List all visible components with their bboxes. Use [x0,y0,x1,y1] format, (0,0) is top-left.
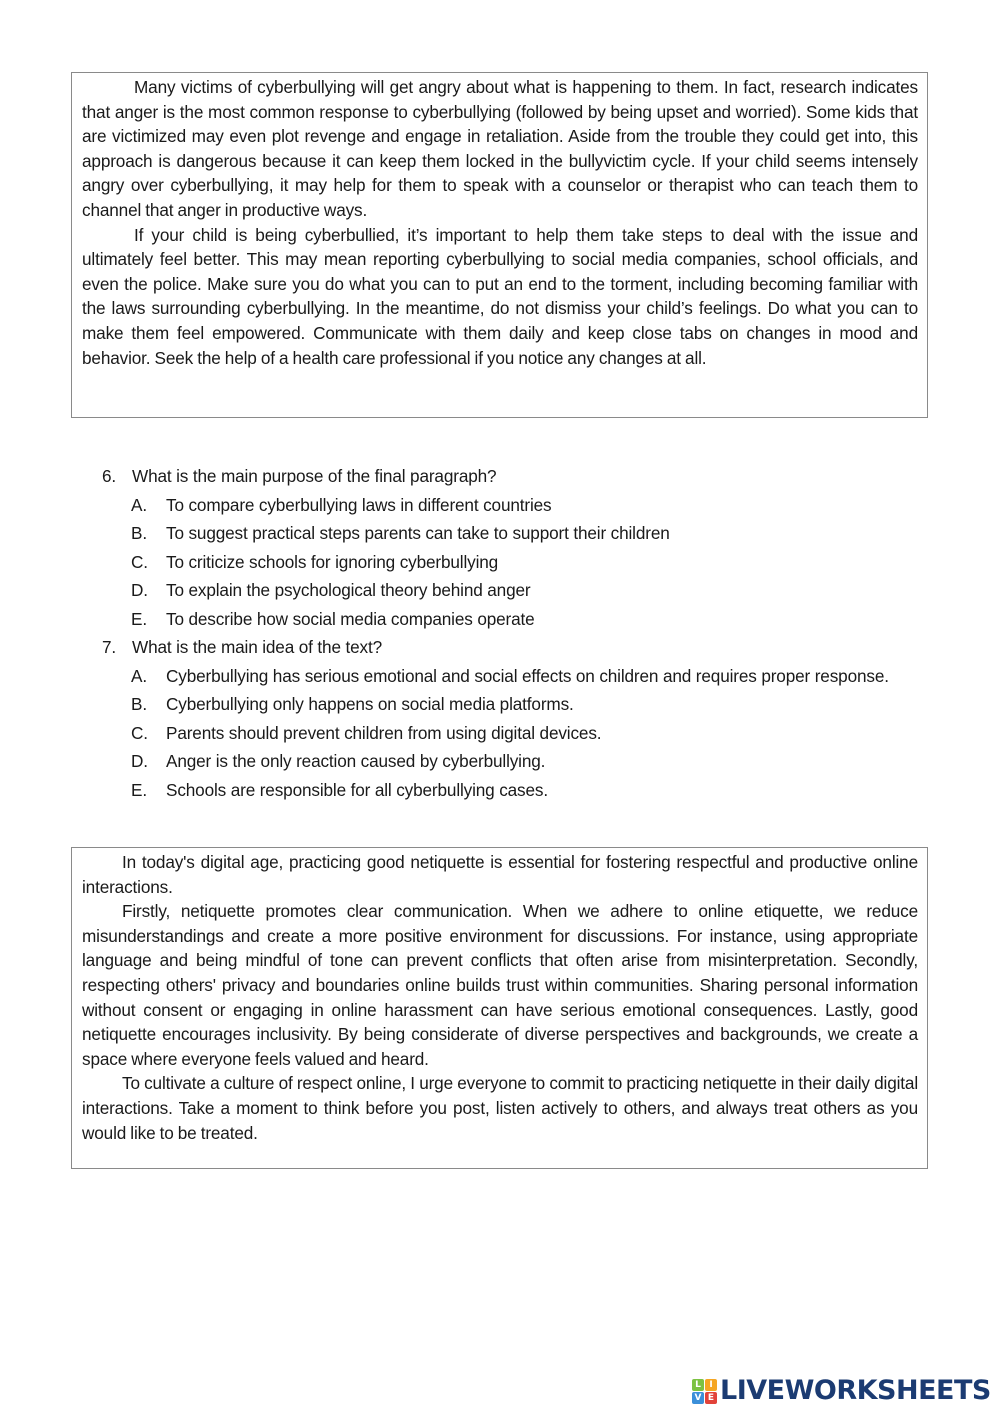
option-letter: E. [131,608,147,629]
option-text: Anger is the only reaction caused by cyberbullying. [166,751,546,771]
passage-paragraph: Many victims of cyberbullying will get angry about what is happening to them. In fact, research indicates that anger is the most common response to cyberbullying (followed by being upset and worried). Some kids that are victimized may even plot revenge and engage in retaliation. Aside from the trouble they could get into, this approach is dangerous because it can keep them locked in the bullyvictim cycle. If your child seems intensely angry over cyberbullying, it may help for them to speak with a counselor or therapist who can teach them to channel that anger in productive ways. [82,77,918,220]
option-letter: E. [131,779,147,800]
question-number: 7. [102,637,117,657]
question-6-options [102,491,932,634]
passage-paragraph: In today's digital age, practicing good netiquette is essential for fostering respectful and productive online interactions. [82,852,918,897]
option-text: Cyberbullying only happens on social media platforms. [166,694,574,714]
option-letter: C. [131,722,148,743]
option-6c[interactable] [102,548,932,577]
option-7b[interactable] [102,690,932,719]
option-6b[interactable] [102,519,932,548]
option-letter: A. [131,494,147,515]
option-7d[interactable] [102,747,932,776]
option-7a[interactable] [102,662,932,691]
option-6d[interactable] [102,576,932,605]
question-7-options [102,662,932,805]
question-text: What is the main purpose of the final paragraph? [132,466,497,486]
option-letter: D. [131,580,148,600]
logo-wordmark: LIVEWORKSHEETS [720,1375,991,1406]
option-6a[interactable] [102,491,932,520]
logo-block-l: L [692,1379,704,1391]
question-7 [102,633,932,662]
option-7e[interactable] [102,776,932,805]
option-letter: D. [131,751,148,771]
question-text: What is the main idea of the text? [132,637,382,657]
logo-block-e: E [705,1392,717,1404]
passage-paragraph: To cultivate a culture of respect online, I urge everyone to commit to practicing netiquette in their daily digital interactions. Take a moment to think before you post, listen actively to others, and always treat others as you would like to be treated. [82,1073,918,1143]
live-blocks-icon [692,1379,717,1404]
option-letter: C. [131,551,148,572]
option-letter: B. [131,523,147,543]
option-6e[interactable] [102,605,932,634]
liveworksheets-logo [692,1376,991,1406]
option-text: Schools are responsible for all cyberbullying cases. [166,779,548,800]
question-6 [102,462,932,491]
option-letter: B. [131,694,147,714]
option-text: To compare cyberbullying laws in different countries [166,494,552,515]
option-text: To describe how social media companies operate [166,608,535,629]
reading-passage-cyberbullying [71,72,928,418]
passage-paragraph: If your child is being cyberbullied, it’s important to help them take steps to deal with the issue and ultimately feel better. This may mean reporting cyberbullying to social media companies, school officials, and even the police. Make sure you do what you can to put an end to the torment, including becoming familiar with the laws surrounding cyberbullying. In the meantime, do not dismiss your child’s feelings. Do what you can to make them feel empowered. Communicate with them daily and keep close tabs on changes in mood and behavior. Seek the help of a health care professional if you notice any changes at all. [82,224,918,368]
passage-paragraph: Firstly, netiquette promotes clear communication. When we adhere to online etiquette, we reduce misunderstandings and create a more positive environment for discussions. For instance, using appropriate language and being mindful of tone can prevent conflicts that often arise from misinterpretation. Secondly, respecting others' privacy and boundaries online builds trust within communities. Sharing personal information without consent or engaging in online harassment can have serious emotional consequences. Lastly, good netiquette encourages inclusivity. By being considerate of diverse perspectives and backgrounds, we create a space where everyone feels valued and heard. [82,901,918,1069]
option-text: To criticize schools for ignoring cyberbullying [166,551,499,572]
option-text: Cyberbullying has serious emotional and social effects on children and requires proper response. [166,665,889,686]
option-text: To suggest practical steps parents can take to support their children [166,523,670,543]
question-list [102,462,932,804]
option-text: To explain the psychological theory behind anger [166,580,531,600]
option-text: Parents should prevent children from using digital devices. [166,722,602,743]
logo-block-i: I [705,1379,717,1391]
logo-block-v: V [692,1392,704,1404]
question-number: 6. [102,466,117,486]
reading-passage-netiquette [71,847,928,1169]
option-letter: A. [131,665,147,686]
option-7c[interactable] [102,719,932,748]
